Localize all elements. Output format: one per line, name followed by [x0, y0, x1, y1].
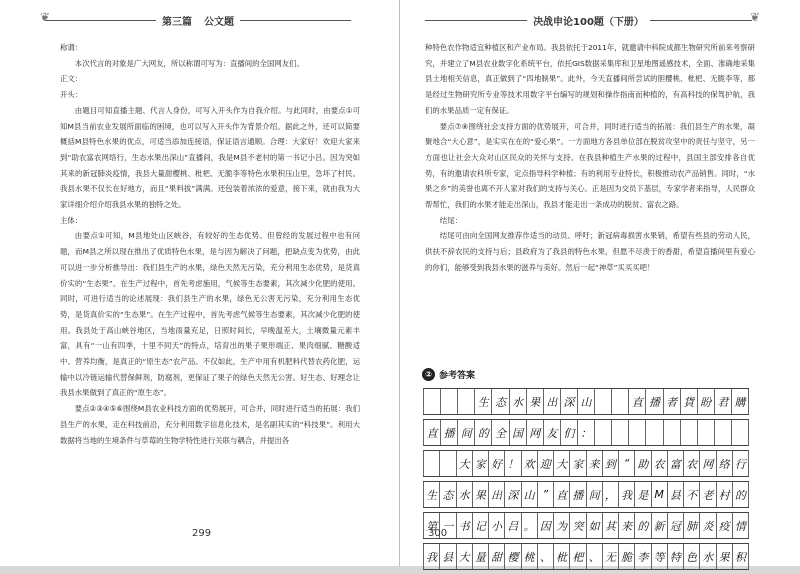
answer-grid-cell: 我 — [619, 482, 635, 507]
reference-heading-label: 参考答案 — [439, 371, 476, 381]
answer-grid-row — [423, 419, 749, 446]
answer-grid-cell: 。 — [522, 513, 538, 538]
answer-grid-cell: 冠 — [668, 513, 684, 538]
answer-grid-cell: 水 — [700, 544, 716, 569]
answer-grid-cell: 君 — [715, 389, 732, 414]
answer-grid-cell: 因 — [538, 513, 554, 538]
answer-grid-cell: 肺 — [684, 513, 700, 538]
paragraph: 正文： — [60, 74, 83, 84]
answer-grid-cell: 富 — [668, 451, 684, 476]
answer-grid-cell: 大 — [554, 451, 570, 476]
answer-grid-cell — [441, 389, 458, 414]
answer-grid-cell: 深 — [561, 389, 578, 414]
answer-grid-cell: 、 — [587, 544, 603, 569]
paragraph: 种特色农作物适宜种植区和产业布局。我县依托于2011年，就邀请中科院成都生物研究所前来考察研究，并建立了M县农业数字化系统平台，依托GIS数据采集库和卫星地图遥感技术，全面、准确地采集县土地相关信息，真正做到了“四地制果”。此外，今天直播间所尝试的胆樱桃、枇杷、无脆李等，都是经过生物研究所专业等技术用数字平台编写的规划和操作指南而种植的，有高科技的保驾护航，我们的水果品质一定有保证。 — [425, 43, 755, 115]
answer-grid-cell: 络 — [717, 451, 733, 476]
answer-grid-cell: 山 — [522, 482, 538, 507]
answer-grid-cell — [458, 389, 475, 414]
answer-grid-cell: 直 — [629, 389, 646, 414]
left-page — [0, 0, 400, 566]
book-title-label: 决战申论100题（下册） — [533, 16, 644, 28]
answer-grid-cell: 县 — [668, 482, 684, 507]
answer-grid-cell: 友 — [544, 420, 561, 445]
answer-grid-cell: 第 — [423, 513, 440, 538]
answer-grid-cell: 李 — [635, 544, 651, 569]
answer-grid-cell: 播 — [646, 389, 663, 414]
page-number: 299 — [192, 528, 212, 539]
paragraph: 由题目可知直播主题、代言人身份，可写入开头作为自我介绍。与此同时，由要点①可知M县当前农业发展所面临的困境，也可以写入开头作为背景介绍。据此之外，还可以简要概括M县特色水果的优点，可适当添加连接语，保证语言通顺。合理：大家好！欢迎大家来到“助农富农网络行，生态水果出深山”直播间，我是M县不老村的第一书记小吕。因为突如其来的新冠肺炎疫情，我县大量甜樱桃、枇杷、无脆李等特色水果积压山里，急坏了村民。我县水果不仅长在好地方，而且“果料拔”满满。还包装着浓浓的爱意，接下来，就由我为大家详细介绍介绍我县水果的独特之处。 — [60, 105, 360, 210]
answer-grid-cell: 出 — [544, 389, 561, 414]
answer-grid-cell: 樱 — [505, 544, 521, 569]
answer-grid-cell: 水 — [457, 482, 473, 507]
answer-grid-cell: 直 — [423, 420, 441, 445]
answer-grid-cell: 不 — [684, 482, 700, 507]
answer-grid-cell: 等 — [652, 544, 668, 569]
answer-grid-cell: 欢 — [522, 451, 538, 476]
answer-grid-cell: 农 — [684, 451, 700, 476]
answer-grid-row — [423, 388, 749, 415]
paragraph: 主体： — [60, 215, 83, 225]
header-rule — [45, 20, 156, 21]
answer-grid-cell: 大 — [457, 544, 473, 569]
answer-grid-cell: 行 — [733, 451, 749, 476]
answer-grid-cell: 炎 — [700, 513, 716, 538]
answer-grid-cell: 态 — [492, 389, 509, 414]
answer-grid-cell: 我 — [423, 544, 440, 569]
answer-grid-cell: 大 — [457, 451, 473, 476]
answer-grid-cell: 特 — [668, 544, 684, 569]
answer-grid-cell — [715, 420, 732, 445]
answer-grid-cell: 一 — [440, 513, 456, 538]
answer-grid-cell: 色 — [684, 544, 700, 569]
answer-grid-cell: 家 — [570, 451, 586, 476]
answer-grid-cell — [440, 451, 456, 476]
answer-grid-cell: 间 — [587, 482, 603, 507]
answer-grid-cell: 深 — [505, 482, 521, 507]
badge-icon: ② — [422, 368, 435, 381]
answer-grid-cell — [612, 389, 629, 414]
answer-grid-cell: 的 — [475, 420, 492, 445]
paragraph: 开头： — [60, 90, 83, 100]
left-body-text — [60, 40, 360, 448]
header-rule — [425, 20, 527, 21]
paragraph: 结尾可由向全国网友推荐作适当的动员、呼吁；新冠病毒损害水果销，希望有些县的劳动人民，供扶不辞农民的支持与后；县政府为了我县的特色水果，但愿不尽羡于的香甜，希望直播间里有爱心的你们，能够受到我县水果的滋养与美好。然后一起“神草”买买买吧！ — [425, 231, 755, 272]
answer-grid-cell: 果 — [527, 389, 544, 414]
header-ornament-icon: ❦ — [40, 10, 51, 24]
header-rule — [650, 20, 752, 21]
answer-grid-cell: 播 — [441, 420, 458, 445]
answer-grid-cell: 记 — [473, 513, 489, 538]
answer-grid-cell: 国 — [510, 420, 527, 445]
answer-grid-cell — [423, 389, 441, 414]
paragraph: 要点②③④⑤⑥围绕M县农业科技方面的优势展开，可合并，同时进行适当的拓展：我们县生产的水果，走在科技前沿，充分利用数字信息化技术，是名副其实的“科技果”。利用大数据将当地的生境条件与草莓的生物学特性进行关联与耦合，并提出各 — [60, 404, 360, 445]
answer-grid-cell: 如 — [587, 513, 603, 538]
answer-grid-cell: 为 — [554, 513, 570, 538]
answer-grid-cell: 果 — [717, 544, 733, 569]
answer-grid-cell: 们 — [561, 420, 578, 445]
answer-grid-cell: ， — [603, 482, 619, 507]
answer-grid-row — [423, 450, 749, 477]
chapter-label: 第三篇 — [162, 16, 192, 28]
answer-grid-cell: 迎 — [538, 451, 554, 476]
paragraph: 由要点①可知，M县地处山区峡谷，有较好的生态优势。但曾经的发展过程中也有问题，而M县之所以现在推出了优质特色水果，是与因为解决了问题，把缺点变为优势，由此可以进一步分析推导出：我们县生产的水果，绿色天然无污染，充分利用生态优势，是货真价实的“生态果”。在生产过程中，首先考虑施用，气候等生态要素，其次减少化肥的使用。同时，可进行适当的论述展现：我们县生产的水果，绿色无公害无污染，充分利用生态优势，是货真价实的“生态果”。在生产过程中，首先考虑气候等生态要素，其次减少化肥的使用。我县处于高山峡谷地区，当地雨量充足，日照时间长，早晚温差大，土壤微量元素丰富，具有“一山有四季，十里不同天”的特点，培育出的果子果形端正、果肉细腻、糖酸适中、营养均衡，是真正的“原生态”农产品。不仅如此，生产中用有机肥料代替农药化肥，运输中以冷链运输代替保鲜剂，防腐剂，更保证了果子的绿色天然无公害。好生态、好理念让我县水果做到了真正的“原生态”。 — [60, 231, 360, 398]
right-header — [425, 12, 752, 28]
answer-grid-cell: ” — [538, 482, 554, 507]
answer-grid-cell: 到 — [603, 451, 619, 476]
answer-grid-cell: 书 — [457, 513, 473, 538]
answer-grid-cell: ： — [578, 420, 595, 445]
answer-grid-row — [423, 481, 749, 508]
answer-grid-cell: 的 — [635, 513, 651, 538]
answer-grid-cell: 网 — [527, 420, 544, 445]
answer-grid-cell: 杷 — [570, 544, 586, 569]
answer-grid — [423, 388, 749, 574]
answer-grid-cell: 来 — [587, 451, 603, 476]
answer-grid-cell: 出 — [489, 482, 505, 507]
answer-grid-cell: 家 — [473, 451, 489, 476]
answer-grid-cell — [732, 420, 749, 445]
answer-grid-cell — [664, 420, 681, 445]
answer-grid-cell: 态 — [440, 482, 456, 507]
answer-grid-cell: 播 — [570, 482, 586, 507]
header-ornament-icon: ❦ — [749, 10, 760, 24]
answer-grid-cell: 小 — [489, 513, 505, 538]
answer-grid-cell: 吕 — [505, 513, 521, 538]
answer-grid-cell: 新 — [652, 513, 668, 538]
answer-grid-cell: 貨 — [681, 389, 698, 414]
paragraph: 要点⑦⑧围绕社会支持方面的优势展开，可合并，同时进行适当的拓展：我们县生产的水果，凝聚地合“大心意”，是实实在在的“爱心果”。一方面地方各县单位部在脱贫攻坚中的责任与坚守，另一方面也让社会大众对山区民众的关怀与支持。在我县种植生产水果的过程中，县国主部安排各自优势，有的邀请农科所专家，定点指导科学种植；有的利用专业特长，积极推动农产品销售。同时，“水果之乡”的美誉也离不开人家对我们的支持与关心。正是因为交员下基层，专家学者来指导，人民群众帮帮忙，我们的水果才能走出深山，我县才能走出一条成功的脱贫、富农之路。 — [425, 121, 755, 210]
right-page — [400, 0, 800, 566]
answer-grid-cell: 其 — [603, 513, 619, 538]
reference-heading — [422, 368, 475, 381]
answer-grid-cell: 县 — [440, 544, 456, 569]
answer-grid-cell: 購 — [732, 389, 749, 414]
answer-grid-cell: 甜 — [489, 544, 505, 569]
answer-grid-cell — [423, 451, 440, 476]
answer-grid-cell — [612, 420, 629, 445]
answer-grid-cell: 山 — [578, 389, 595, 414]
answer-grid-cell — [681, 420, 698, 445]
answer-grid-cell: 来 — [619, 513, 635, 538]
answer-grid-cell: 疫 — [717, 513, 733, 538]
answer-grid-cell: 全 — [492, 420, 509, 445]
page-number: 300 — [428, 528, 448, 539]
answer-grid-cell: 、 — [538, 544, 554, 569]
answer-grid-cell: M — [652, 482, 668, 507]
answer-grid-cell: 生 — [475, 389, 492, 414]
answer-grid-cell: 是 — [635, 482, 651, 507]
answer-grid-cell: “ — [619, 451, 635, 476]
answer-grid-cell: 突 — [570, 513, 586, 538]
left-header — [45, 12, 351, 28]
answer-grid-cell: 情 — [733, 513, 749, 538]
paragraph: 本次代言的对象是广大网友，所以称谓可写为：直播间的全国网友们。 — [74, 58, 304, 68]
paragraph: 结尾： — [439, 215, 462, 225]
answer-grid-cell — [629, 420, 646, 445]
answer-grid-cell: 盼 — [698, 389, 715, 414]
answer-grid-cell: 助 — [635, 451, 651, 476]
answer-grid-cell — [646, 420, 663, 445]
answer-grid-cell: 的 — [733, 482, 749, 507]
answer-grid-cell: 生 — [423, 482, 440, 507]
answer-grid-cell: 量 — [473, 544, 489, 569]
answer-grid-cell: 好 — [489, 451, 505, 476]
answer-grid-cell — [595, 420, 612, 445]
header-rule — [240, 20, 351, 21]
answer-grid-cell — [698, 420, 715, 445]
answer-grid-cell: 水 — [510, 389, 527, 414]
answer-grid-cell: 村 — [717, 482, 733, 507]
answer-grid-cell: 直 — [554, 482, 570, 507]
answer-grid-cell: 者 — [664, 389, 681, 414]
answer-grid-cell: 枇 — [554, 544, 570, 569]
answer-grid-row — [423, 512, 749, 539]
section-label: 公文题 — [204, 16, 234, 28]
right-body-text — [425, 40, 755, 276]
answer-grid-cell: 老 — [700, 482, 716, 507]
answer-grid-cell: ！ — [505, 451, 521, 476]
paragraph: 称谓： — [60, 43, 83, 52]
answer-grid-cell: 果 — [473, 482, 489, 507]
answer-grid-cell: 农 — [652, 451, 668, 476]
answer-grid-cell: 网 — [700, 451, 716, 476]
answer-grid-cell: 桃 — [522, 544, 538, 569]
answer-grid-cell: 脆 — [619, 544, 635, 569]
answer-grid-cell: 无 — [603, 544, 619, 569]
answer-grid-cell — [595, 389, 612, 414]
answer-grid-cell: 间 — [458, 420, 475, 445]
answer-grid-cell: 积 — [733, 544, 749, 569]
